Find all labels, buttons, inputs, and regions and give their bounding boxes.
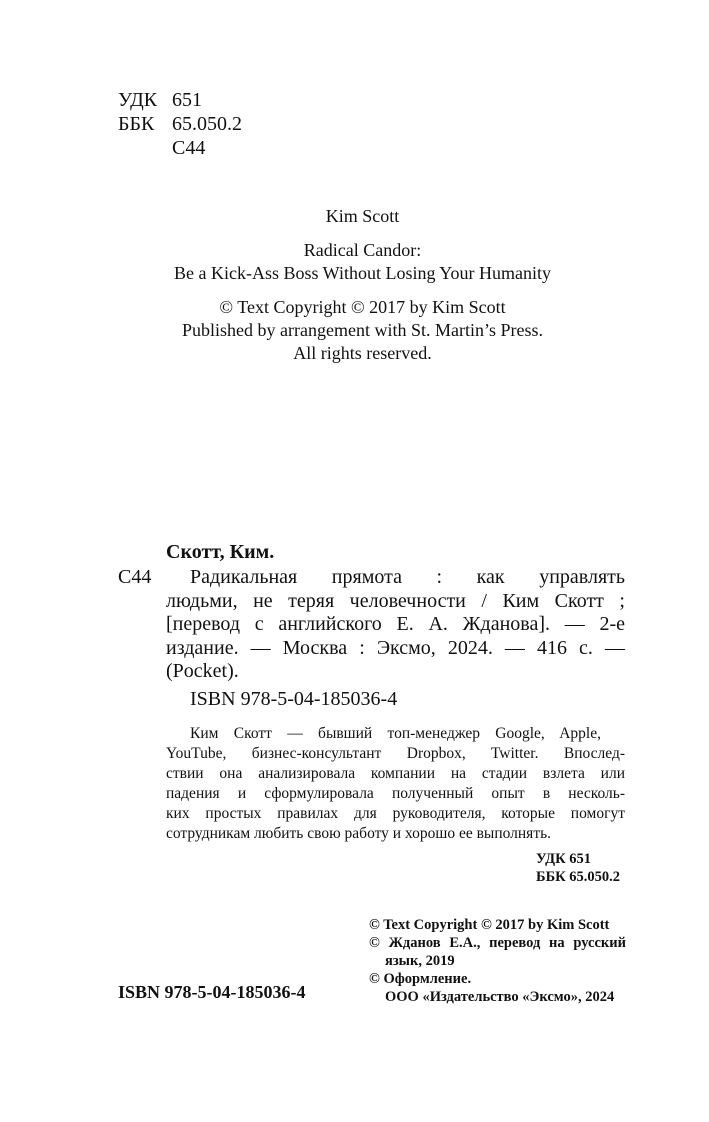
card-line: издание. — Москва : Эксмо, 2024. — 416 с. — [166, 636, 625, 659]
annotation-line: падения и сформулировала полученный опыт в несколь- [166, 785, 625, 802]
original-copyright-line3: All rights reserved. [293, 343, 432, 363]
card-line: людьми, не теряя человечности / Ким Скотт ; [166, 589, 625, 612]
annotation-line: ких простых правилах для руководителя, которые помогут [166, 805, 625, 822]
classification-block [118, 88, 318, 160]
udk-value: 651 [172, 89, 202, 111]
annotation-line: ствии она анализировала компании на стадии взлета или [166, 765, 625, 782]
original-author: Kim Scott [325, 206, 400, 226]
annotation-line: YouTube, бизнес-консультант Dropbox, Twitter. Впослед- [166, 745, 625, 762]
annotation-line: сотрудникам любить свою работу и хорошо ее выполнять. [166, 825, 552, 842]
rights-line3: язык, 2019 [385, 953, 455, 969]
isbn-bottom: ISBN 978-5-04-185036-4 [118, 982, 306, 1002]
rights-line1: © Text Copyright © 2017 by Kim Scott [369, 917, 610, 933]
card-line: Радикальная прямота : как управлять [190, 566, 625, 588]
rights-line2: © Жданов Е.А., перевод на русский [369, 935, 626, 951]
rights-line4: © Оформление. [369, 971, 472, 987]
card-author-heading: Скотт, Ким. [166, 541, 275, 563]
bbk-label: ББК [118, 113, 155, 135]
rights-line5: ООО «Издательство «Эксмо», 2024 [385, 989, 615, 1005]
original-copyright-line2: Published by arrangement with St. Martin’s Press. [182, 320, 543, 340]
card-line: [перевод с английского Е. А. Жданова]. — 2-е [166, 613, 625, 635]
card-sign: С44 [118, 566, 152, 588]
annotation-line: Ким Скотт — бывший топ-менеджер Google, Apple, [190, 725, 601, 742]
bbk-value: 65.050.2 [172, 113, 242, 135]
footer-bbk: ББК 65.050.2 [536, 869, 621, 885]
original-title-line1: Radical Candor: [303, 240, 422, 260]
annotation [166, 724, 625, 844]
udk-label: УДК [118, 89, 158, 111]
author-sign: С44 [172, 137, 206, 159]
original-copyright-line1: © Text Copyright © 2017 by Kim Scott [219, 297, 506, 317]
original-title-line2: Be a Kick-Ass Boss Without Losing Your Humanity [174, 263, 551, 283]
footer-udk: УДК 651 [536, 851, 592, 867]
card-line: (Pocket). [166, 660, 239, 682]
card-isbn: ISBN 978-5-04-185036-4 [190, 688, 398, 710]
card-description [166, 566, 625, 684]
